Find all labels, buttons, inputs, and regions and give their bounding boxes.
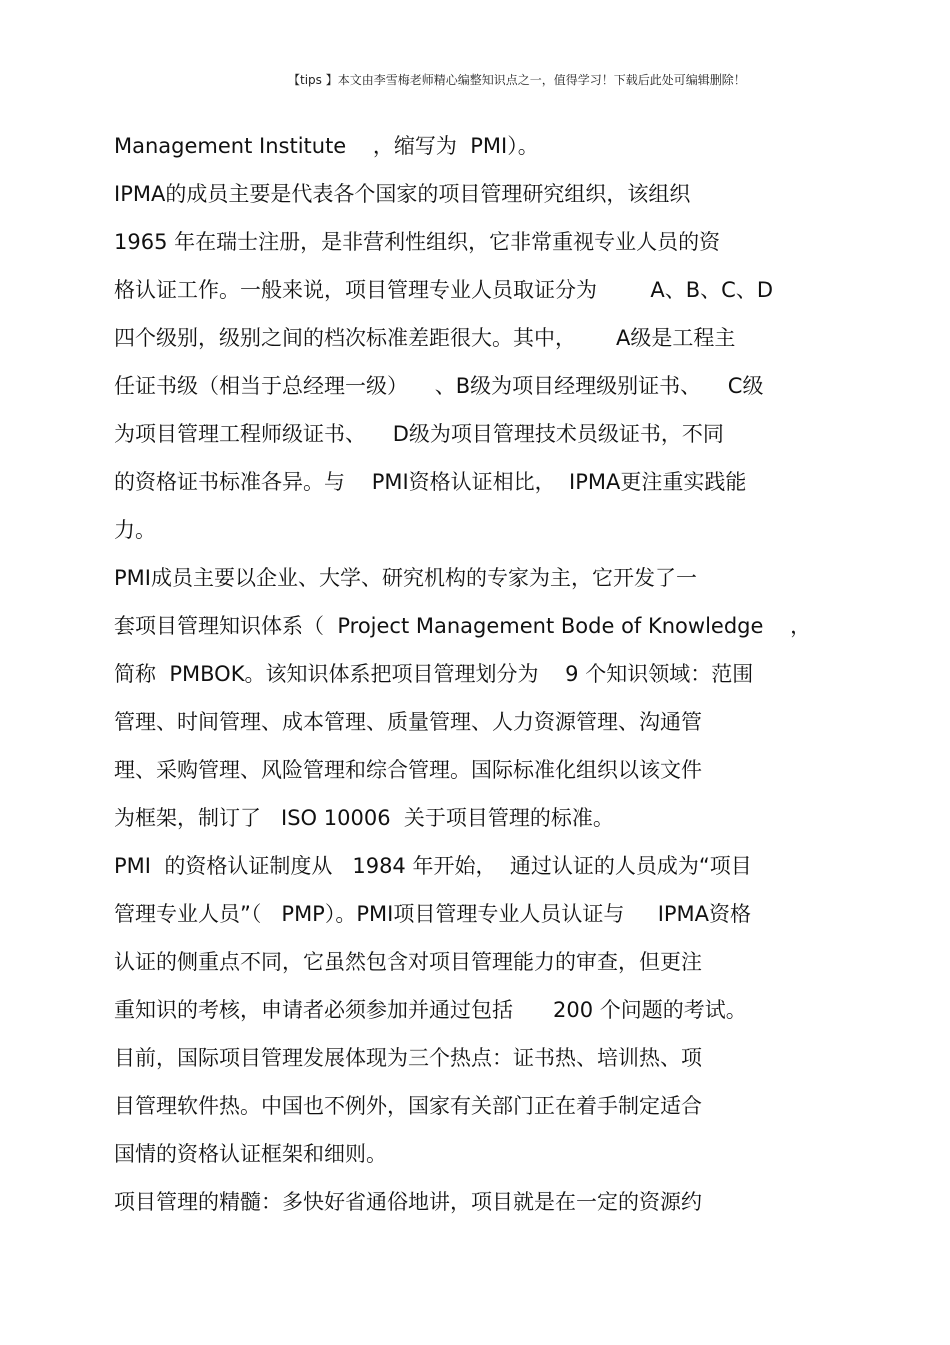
text-line: 目前，国际项目管理发展体现为三个热点：证书热、培训热、项 (114, 1046, 702, 1070)
text-line: 重知识的考核，申请者必须参加并通过包括 200 个问题的考试。 (114, 998, 747, 1022)
text-line: 国情的资格认证框架和细则。 (114, 1142, 387, 1166)
text-line: 简称 PMBOK。该知识体系把项目管理划分为 9 个知识领域：范围 (114, 662, 754, 686)
text-line: 力。 (114, 518, 156, 542)
text-line: PMI成员主要以企业、大学、研究机构的专家为主，它开发了一 (114, 566, 697, 590)
text-line: 管理、时间管理、成本管理、质量管理、人力资源管理、沟通管 (114, 710, 702, 734)
text-line: 格认证工作。一般来说，项目管理专业人员取证分为 A、B、C、D (114, 278, 774, 302)
text-line: 理、采购管理、风险管理和综合管理。国际标准化组织以该文件 (114, 758, 702, 782)
text-line: 目管理软件热。中国也不例外，国家有关部门正在着手制定适合 (114, 1094, 702, 1118)
text-line: 1965 年在瑞士注册，是非营利性组织，它非常重视专业人员的资 (114, 230, 721, 254)
text-line: Management Institute ，缩写为 PMI）。 (114, 134, 539, 158)
text-line: 为框架，制订了 ISO 10006 关于项目管理的标准。 (114, 806, 614, 830)
header-tips-note: 【tips 】本文由李雪梅老师精心编整知识点之一，值得学习！下载后此处可编辑删除！ (288, 73, 746, 87)
text-line: 任证书级（相当于总经理一级） 、B级为项目经理级别证书、 C级 (114, 374, 764, 398)
text-line: PMI 的资格认证制度从 1984 年开始， 通过认证的人员成为“项目 (114, 854, 752, 878)
text-line: 四个级别，级别之间的档次标准差距很大。其中， A级是工程主 (114, 326, 736, 350)
text-line: 认证的侧重点不同，它虽然包含对项目管理能力的审查，但更注 (114, 950, 702, 974)
text-line: 套项目管理知识体系（ Project Management Bode of Knowledge ， (114, 614, 812, 638)
text-line: 项目管理的精髓：多快好省通俗地讲，项目就是在一定的资源约 (114, 1190, 702, 1214)
text-line: 管理专业人员”（ PMP）。PMI项目管理专业人员认证与 IPMA资格 (114, 902, 752, 926)
text-line: IPMA的成员主要是代表各个国家的项目管理研究组织，该组织 (114, 182, 691, 206)
text-line: 的资格证书标准各异。与 PMI资格认证相比， IPMA更注重实践能 (114, 470, 747, 494)
text-line: 为项目管理工程师级证书、 D级为项目管理技术员级证书，不同 (114, 422, 724, 446)
